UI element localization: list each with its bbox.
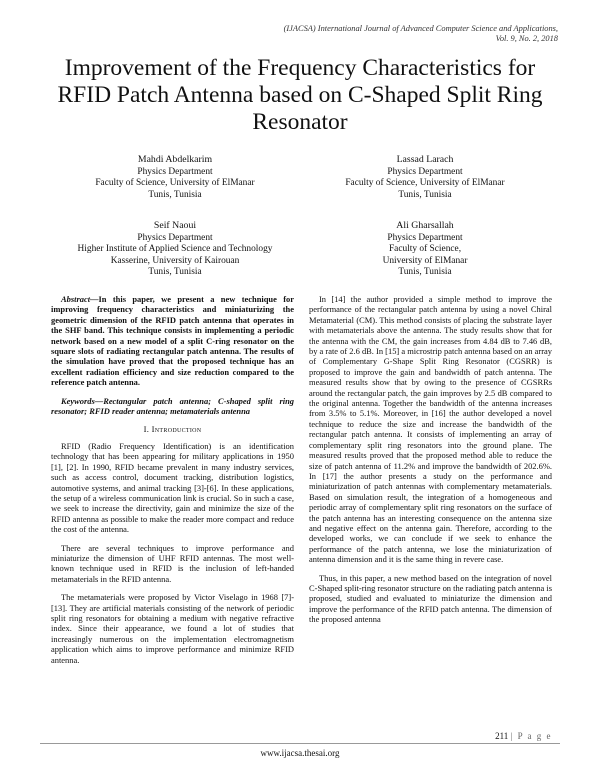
body-paragraph: There are several techniques to improve performance and miniaturize the dimension of UHF RFID antennas. The most well-known technique used in RFID is the inclusion of left-handed metamaterials in the RFID antenna. [51,542,294,584]
right-column [309,294,552,633]
abstract-text: In this paper, we present a new technique for improving frequency characteristics and miniaturizing the geometric dimension of the RFID patch antenna that operates in the SHF band. This technique consists in implementing a periodic network based on a new model of a split C-ring resonator on the square slots of radiating rectangular patch antenna. The results of the simulation have proved that the proposed technique has an excellent radiation efficiency and size reduction compared to the reference patch antenna. [51,294,294,388]
left-column [51,294,294,673]
section-number: I. [143,424,150,435]
journal-url[interactable]: www.ijacsa.thesai.org [260,748,340,758]
author-affiliation: Higher Institute of Applied Science and Technology [77,244,273,255]
author-affiliation: Kasserine, University of Kairouan [110,255,240,266]
author-affiliation: Physics Department [137,166,213,177]
author-affiliation: Physics Department [387,166,463,177]
author-block [55,154,295,201]
page-number [495,731,552,741]
author-name: Seif Naoui [153,220,197,231]
body-paragraph: In [14] the author provided a simple method to improve the performance of the rectangular patch antenna by using a novel Chiral Metamaterial (CM). This method consists of placing the substrate layer with metamaterials above the antenna. The study results show that for the antenna with the CM, the gain increases from 4.84 dB to 7.46 dB, by a rate of 2.6 dB. In [15] a microstrip patch antenna based on an array of Complementary G-Shape Split Ring Resonator (CGSRR) is proposed to improve the gain and bandwidth of patch antenna. The measured results show that by owing to the presence of CGSRRs around the rectangular patch, the gain improves by 2.5 dB compared to the original antenna. Together the bandwidth of the antenna increases from 3.5% to 5.1%. Moreover, in [16] the author developed a novel technique to reduce the size and increase the bandwidth of the rectangular patch antenna. It consists of implementing an array of complementary split ring resonators into the ground plane. The measured results proved that the proposed method able to reduce the size of patch antenna of 11.2% and improve the bandwidth of 202.6%. In [17] the author presents a study on the performance and miniaturization of patch antennas with complementary metamaterials. Based on simulation result, the integration of a homogeneous and periodic array of complementary split ring resonators on the surface of the patch antenna has an interesting consequence on the antenna size and negative effect on the antenna gain. Therefore, according to the developed works, we can conclude if we seek to enhance the performance of the patch antenna, we lose the miniaturization of antenna dimension and it is the same thing in revere case. [309,294,552,565]
journal-header [284,24,558,44]
keywords-label: Keywords— [61,395,104,406]
paper-title [40,55,560,136]
abstract-label: Abstract— [61,294,99,304]
keywords-text: Rectangular patch antenna; C-shaped split ring resonator; RFID reader antenna; metamaterials antenna [51,395,294,417]
author-affiliation: Faculty of Science, [388,244,462,255]
journal-name: (IJACSA) International Journal of Advanced Computer Science and Applications, [283,24,558,33]
footer-divider [40,743,560,744]
author-affiliation: Tunis, Tunisia [148,189,202,200]
body-paragraph: Thus, in this paper, a new method based on the integration of novel C-Shaped split-ring resonator structure on the radiating patch antenna is proposed, studied and evaluated to miniaturize the dimension and improve the performance of the RFID patch antenna. The dimension of the proposed antenna [309,572,552,625]
title-line-3: Resonator [252,109,348,135]
author-affiliation: Physics Department [137,232,213,243]
body-paragraph: The metamaterials were proposed by Victor Viselago in 1968 [7]-[13]. They are artificial materials consisting of the network of periodic split ring resonators for obtaining a medium with negative refractive index. Since their appearance, we found a lot of studies that increasingly numerous on the implementation electromagnetism application which aims to improve performance and minimize RFID antenna. [51,592,294,665]
author-affiliation: Faculty of Science, University of ElManar [95,178,255,189]
section-heading [51,424,294,434]
author-affiliation: Faculty of Science, University of ElManar [345,178,505,189]
author-block [55,220,295,279]
title-line-1: Improvement of the Frequency Characteristics for [64,55,536,81]
author-affiliation: Tunis, Tunisia [398,267,452,278]
page-label: | P a g e [510,731,552,741]
author-affiliation: University of ElManar [382,255,468,266]
keywords [51,396,294,417]
author-name: Lassad Larach [396,154,454,165]
author-block [305,154,545,201]
author-affiliation: Tunis, Tunisia [398,189,452,200]
body-paragraph: RFID (Radio Frequency Identification) is an identification technology that has been appearing for military applications in 1950 [1], [2]. In 1990, RFID became prevalent in many industry services, such as access control, document tracking, distribution logistics, automotive systems, and animal tracking [3]-[6]. In these applications, the setup of a wireless communication link is crucial. So in such a case, we seek to increase the directivity, gain and minimize the size of the RFID antenna as possible to make the reader more compact and reduce the cost of the antenna. [51,440,294,535]
page-number-value: 211 [495,731,509,741]
author-name: Ali Gharsallah [396,220,454,231]
author-affiliation: Physics Department [387,232,463,243]
journal-volume: Vol. 9, No. 2, 2018 [495,34,558,43]
abstract [51,294,294,388]
section-title: Introduction [151,424,202,435]
author-name: Mahdi Abdelkarim [137,154,213,165]
title-line-2: RFID Patch Antenna based on C-Shaped Split Ring [57,82,543,108]
author-block [305,220,545,279]
author-affiliation: Tunis, Tunisia [148,267,202,278]
